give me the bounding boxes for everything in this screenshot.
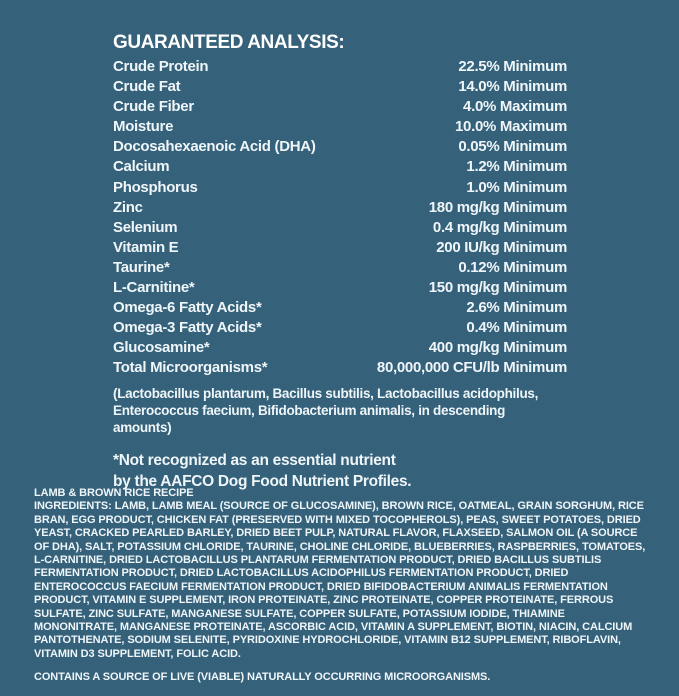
aafco-footnote bbox=[113, 450, 567, 492]
analysis-row bbox=[113, 117, 567, 137]
aafco-footnote-line2: by the AAFCO Dog Food Nutrient Profiles. bbox=[113, 472, 412, 490]
analysis-row-value: 80,000,000 CFU/lb Minimum bbox=[376, 359, 567, 377]
microorganisms-note: (Lactobacillus plantarum, Bacillus subtilis, Lactobacillus acidophilus, Enterococcus faecium, Bifidobacterium animalis, in descending amounts) bbox=[113, 385, 539, 435]
analysis-row bbox=[113, 338, 567, 358]
analysis-row bbox=[113, 318, 567, 338]
guaranteed-analysis-heading: GUARANTEED ANALYSIS: bbox=[113, 32, 345, 53]
analysis-rows bbox=[113, 57, 567, 379]
analysis-row-value: 0.12% Minimum bbox=[458, 258, 567, 276]
analysis-row-value: 22.5% Minimum bbox=[458, 58, 567, 75]
analysis-row-label: Total Microorganisms* bbox=[113, 359, 268, 377]
analysis-row-value: 180 mg/kg Minimum bbox=[428, 198, 567, 216]
analysis-row-value: 0.05% Minimum bbox=[458, 138, 567, 156]
analysis-row bbox=[113, 178, 567, 198]
analysis-row-label: Omega-3 Fatty Acids* bbox=[113, 319, 262, 337]
analysis-row-label: Phosphorus bbox=[113, 178, 198, 196]
analysis-row-label: Omega-6 Fatty Acids* bbox=[113, 299, 262, 317]
analysis-row bbox=[113, 97, 567, 117]
analysis-row-label: Docosahexaenoic Acid (DHA) bbox=[113, 138, 316, 156]
analysis-row-label: Crude Fiber bbox=[113, 98, 194, 116]
ingredients-paragraph bbox=[34, 500, 648, 661]
analysis-row-value: 10.0% Maximum bbox=[455, 118, 567, 136]
analysis-row bbox=[113, 258, 567, 278]
analysis-row-value: 2.6% Minimum bbox=[466, 299, 567, 317]
analysis-row bbox=[113, 358, 567, 378]
analysis-row-value: 1.2% Minimum bbox=[466, 158, 567, 176]
analysis-row-label: L-Carnitine* bbox=[113, 279, 195, 297]
analysis-row bbox=[113, 57, 567, 77]
analysis-row-label: Crude Fat bbox=[113, 78, 181, 96]
analysis-row-value: 0.4 mg/kg Minimum bbox=[432, 218, 567, 236]
recipe-name: LAMB & BROWN RICE RECIPE bbox=[34, 487, 194, 499]
analysis-row bbox=[113, 77, 567, 97]
guaranteed-analysis-section bbox=[113, 31, 567, 492]
analysis-row bbox=[113, 137, 567, 157]
analysis-row-value: 4.0% Maximum bbox=[463, 98, 567, 116]
analysis-row bbox=[113, 157, 567, 177]
analysis-row-value: 400 mg/kg Minimum bbox=[428, 339, 567, 357]
analysis-row-value: 0.4% Minimum bbox=[466, 319, 567, 337]
analysis-row-label: Selenium bbox=[113, 218, 178, 236]
analysis-row bbox=[113, 278, 567, 298]
contains-note: CONTAINS A SOURCE OF LIVE (VIABLE) NATURALLY OCCURRING MICROORGANISMS. bbox=[34, 671, 491, 684]
analysis-row-value: 150 mg/kg Minimum bbox=[428, 279, 567, 297]
analysis-row-value: 200 IU/kg Minimum bbox=[436, 238, 567, 256]
analysis-row-label: Taurine* bbox=[113, 258, 170, 276]
ingredients-label: INGREDIENTS: bbox=[34, 500, 112, 513]
analysis-row bbox=[113, 238, 567, 258]
ingredients-section bbox=[34, 487, 648, 696]
analysis-row-value: 1.0% Minimum bbox=[466, 178, 567, 196]
analysis-row-label: Vitamin E bbox=[113, 238, 179, 256]
ingredients-text: LAMB, LAMB MEAL (SOURCE OF GLUCOSAMINE), BROWN RICE, OATMEAL, GRAIN SORGHUM, RICE BRAN, EGG PRODUCT, CHICKEN FAT (PRESERVED WITH MIXED TOCOPHEROLS), PEAS, SWEET POTATOES, DRIED YEAST, CRACKED PEARLED BARLEY, DRIED BEET PULP, NATURAL FLAVOR, FLAXSEED, SALMON OIL (A SOURCE OF DHA), SALT, POTASSIUM CHLORIDE, TAURINE, CHOLINE CHLORIDE, BLUEBERRIES, RASPBERRIES, TOMATOES, L-CARNITINE, DRIED LACTOBACILLUS PLANTARUM FERMENTATION PRODUCT, DRIED BACILLUS SUBTILIS FERMENTATION PRODUCT, DRIED LACTOBACILLUS ACIDOPHILUS FERMENTATION PRODUCT, DRIED ENTEROCOCCUS FAECIUM FERMENTATION PRODUCT, DRIED BIFIDOBACTERIUM ANIMALIS FERMENTATION PRODUCT, VITAMIN E SUPPLEMENT, IRON PROTEINATE, ZINC PROTEINATE, COPPER PROTEINATE, FERROUS SULFATE, ZINC SULFATE, MANGANESE SULFATE, COPPER SULFATE, POTASSIUM IODIDE, THIAMINE MONONITRATE, MANGANESE PROTEINATE, ASCORBIC ACID, VITAMIN A SUPPLEMENT, BIOTIN, NIACIN, CALCIUM PANTOTHENATE, SODIUM SELENITE, PYRIDOXINE HYDROCHLORIDE, VITAMIN B12 SUPPLEMENT, RIBOFLAVIN, VITAMIN D3 SUPPLEMENT, FOLIC ACID. bbox=[34, 500, 646, 660]
analysis-row-value: 14.0% Minimum bbox=[458, 78, 567, 96]
analysis-row-label: Glucosamine* bbox=[113, 339, 210, 357]
analysis-row-label: Moisture bbox=[113, 118, 174, 136]
analysis-row bbox=[113, 198, 567, 218]
analysis-row-label: Calcium bbox=[113, 158, 170, 176]
analysis-row-label: Zinc bbox=[113, 198, 143, 216]
analysis-row bbox=[113, 218, 567, 238]
analysis-row-label: Crude Protein bbox=[113, 58, 209, 75]
analysis-row bbox=[113, 298, 567, 318]
aafco-footnote-line1: *Not recognized as an essential nutrient bbox=[113, 451, 396, 469]
